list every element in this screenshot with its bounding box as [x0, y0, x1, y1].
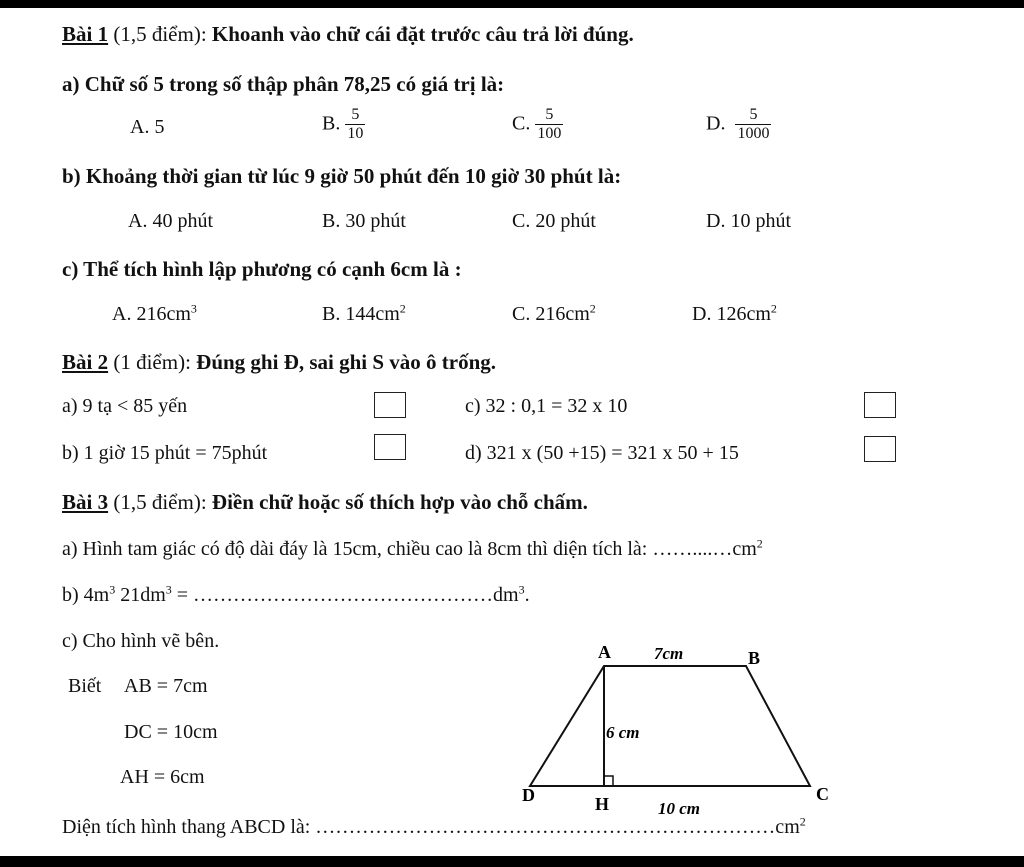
- bai1-question-c: c) Thể tích hình lập phương có cạnh 6cm là :: [62, 257, 462, 281]
- trapezoid-figure: [500, 628, 840, 818]
- exponent: 2: [399, 301, 406, 316]
- option-letter: C.: [512, 112, 531, 135]
- bai3-question-a: [62, 538, 763, 561]
- question-text: a) Hình tam giác có độ dài đáy là 15cm, chiều cao là 8cm thì diện tích là: ……....…cm: [62, 538, 757, 560]
- option-text: A. 216cm: [112, 303, 191, 325]
- bai1-b-option-d: D. 10 phút: [706, 210, 791, 232]
- bai1-instruction: Khoanh vào chữ cái đặt trước câu trả lời đúng.: [211, 22, 634, 46]
- fraction: [535, 106, 563, 144]
- bai3-area-question: [62, 816, 806, 839]
- exponent: 2: [770, 301, 777, 316]
- vertex-a-label: A: [598, 642, 611, 662]
- exponent: 2: [756, 536, 763, 551]
- bai2-item-b: b) 1 giờ 15 phút = 75phút: [62, 442, 268, 464]
- bai1-a-option-a: A. 5: [130, 116, 165, 138]
- fraction: [735, 106, 771, 144]
- bai1-c-option-a: [112, 303, 197, 326]
- bai2-label: Bài 2: [62, 350, 109, 374]
- bai2-item-c: c) 32 : 0,1 = 32 x 10: [465, 395, 628, 417]
- bai1-heading: [62, 22, 634, 47]
- given-dc: DC = 10cm: [124, 721, 218, 743]
- bai1-b-option-c: C. 20 phút: [512, 210, 596, 232]
- fraction-denominator: 100: [537, 125, 562, 143]
- question-text: = ………………………………………dm: [171, 584, 519, 606]
- bai2-item-a: a) 9 tạ < 85 yến: [62, 395, 188, 417]
- given-ah: AH = 6cm: [120, 766, 205, 788]
- option-letter: D.: [706, 112, 726, 135]
- bai2-item-d: d) 321 x (50 +15) = 321 x 50 + 15: [465, 442, 739, 464]
- bai1-question-b: b) Khoảng thời gian từ lúc 9 giờ 50 phút đến 10 giờ 30 phút là:: [62, 164, 622, 188]
- question-text: 21dm: [115, 584, 166, 606]
- trapezoid-abcd: [530, 666, 810, 786]
- bai3-instruction: Điền chữ hoặc số thích hợp vào chỗ chấm.: [211, 490, 588, 514]
- option-text: C. 216cm: [512, 303, 590, 325]
- given-label: Biết: [68, 675, 102, 697]
- option-text: B. 144cm: [322, 303, 400, 325]
- bai1-b-option-b: B. 30 phút: [322, 210, 406, 232]
- answer-box-c[interactable]: [864, 392, 896, 418]
- worksheet-page: [0, 8, 1024, 856]
- answer-box-b[interactable]: [374, 434, 406, 460]
- fraction-numerator: 5: [735, 106, 771, 125]
- top-length-label: 7cm: [654, 644, 684, 663]
- exponent: 3: [109, 582, 116, 597]
- bai1-question-a: a) Chữ số 5 trong số thập phân 78,25 có giá trị là:: [62, 72, 505, 96]
- given-ab: AB = 7cm: [124, 675, 208, 697]
- bai3-label: Bài 3: [62, 490, 109, 514]
- bai1-a-option-c: [512, 106, 563, 144]
- question-text: Diện tích hình thang ABCD là: ……………………………………………………………cm: [62, 816, 800, 838]
- right-angle-mark: [604, 776, 613, 786]
- fraction-denominator: 1000: [737, 125, 770, 143]
- fraction-denominator: 10: [347, 125, 364, 143]
- bai3-question-c: c) Cho hình vẽ bên.: [62, 630, 220, 652]
- question-text: b) 4m: [62, 584, 110, 606]
- fraction-numerator: 5: [345, 106, 365, 125]
- bai3-points: (1,5 điểm):: [108, 490, 212, 514]
- question-text: .: [524, 584, 530, 606]
- vertex-c-label: C: [816, 784, 829, 804]
- bai2-heading: [62, 350, 496, 375]
- bai3-heading: [62, 490, 588, 515]
- exponent: 3: [518, 582, 525, 597]
- height-length-label: 6 cm: [606, 723, 640, 742]
- point-h-label: H: [595, 794, 610, 814]
- vertex-d-label: D: [522, 785, 535, 805]
- answer-box-a[interactable]: [374, 392, 406, 418]
- bai1-c-option-d: [692, 303, 777, 326]
- vertex-b-label: B: [748, 648, 761, 668]
- exponent: 3: [165, 582, 172, 597]
- exponent: 3: [190, 301, 197, 316]
- option-letter: B.: [322, 112, 341, 135]
- bai2-instruction: Đúng ghi Đ, sai ghi S vào ô trống.: [196, 350, 497, 374]
- bai1-c-option-c: [512, 303, 596, 326]
- fraction: [345, 106, 365, 144]
- bai3-question-b: [62, 584, 530, 607]
- bai2-points: (1 điểm):: [108, 350, 197, 374]
- bai1-a-option-b: [322, 106, 365, 144]
- fraction-numerator: 5: [535, 106, 563, 125]
- bai1-a-option-d: [706, 106, 771, 144]
- exponent: 2: [589, 301, 596, 316]
- bai1-label: Bài 1: [62, 22, 109, 46]
- bai1-points: (1,5 điểm):: [108, 22, 212, 46]
- exponent: 2: [799, 814, 806, 829]
- bai1-c-option-b: [322, 303, 406, 326]
- bai1-b-option-a: A. 40 phút: [128, 210, 213, 232]
- option-text: D. 126cm: [692, 303, 771, 325]
- bottom-length-label: 10 cm: [658, 799, 701, 818]
- answer-box-d[interactable]: [864, 436, 896, 462]
